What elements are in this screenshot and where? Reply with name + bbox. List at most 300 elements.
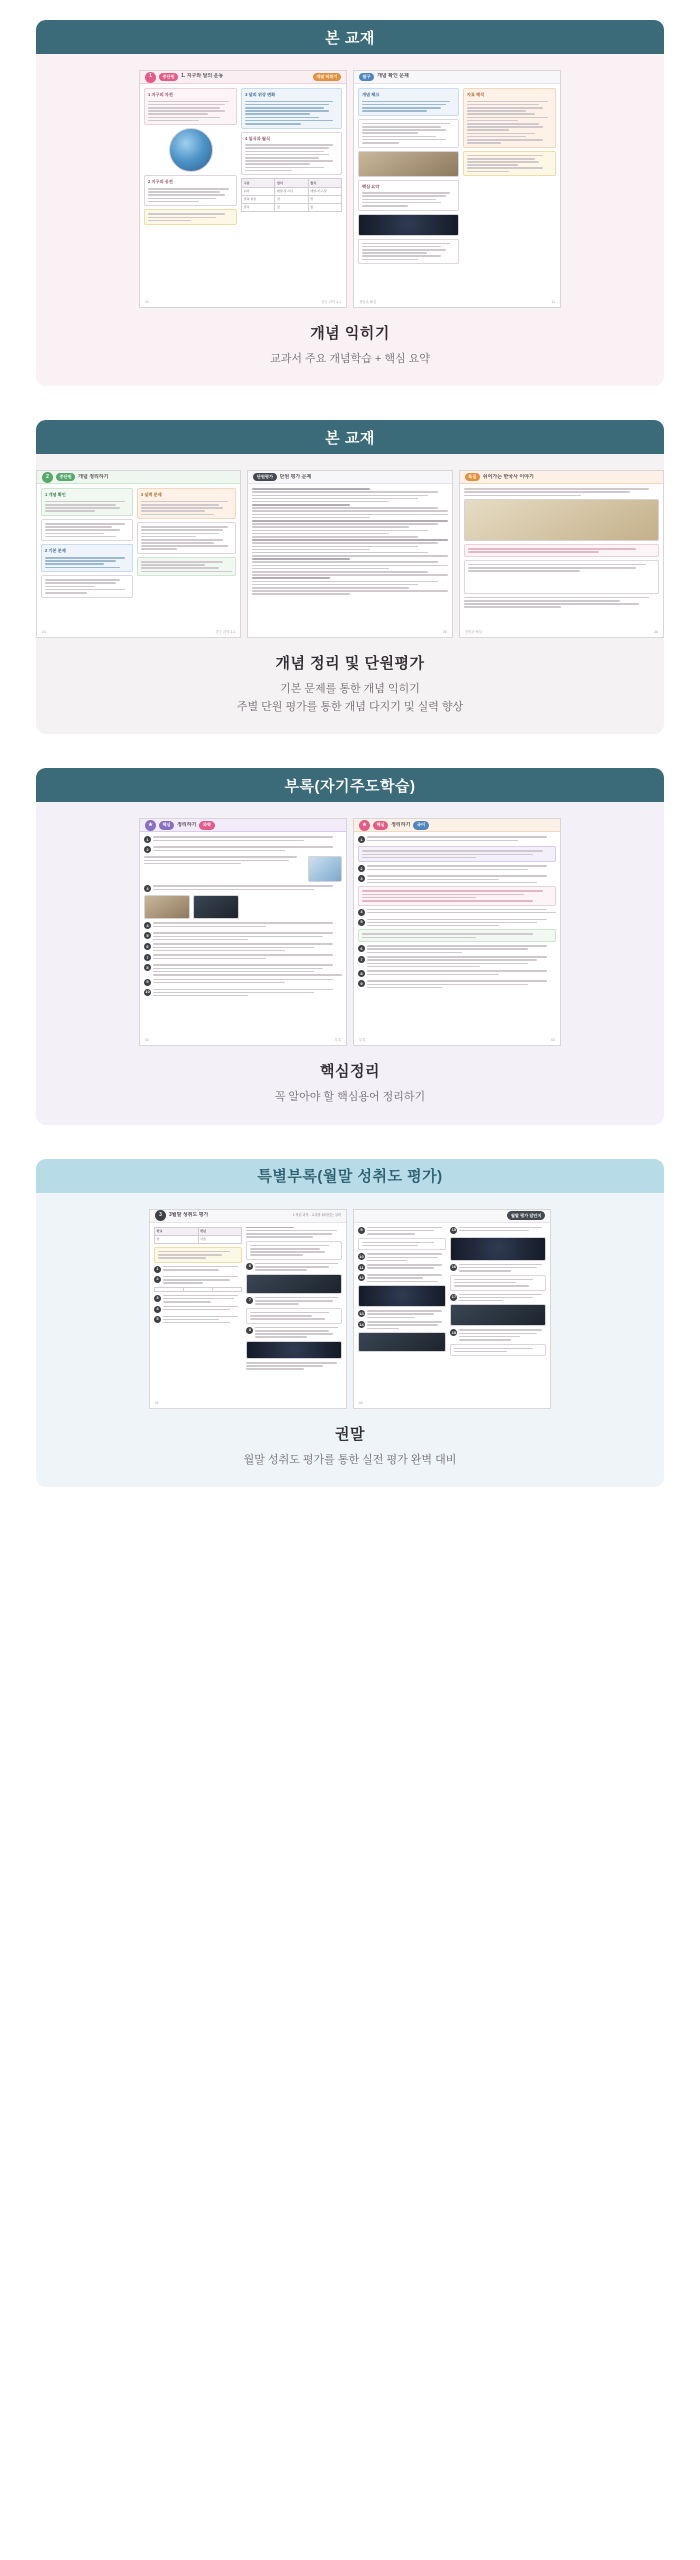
section-chip: 탐구 xyxy=(359,73,374,81)
text-lines xyxy=(367,980,556,988)
historical-map-illustration xyxy=(464,499,659,541)
sample-photo-b xyxy=(193,895,239,919)
concept-card xyxy=(137,522,236,554)
question-row xyxy=(358,1274,446,1282)
caption-title: 권말 xyxy=(335,1425,365,1443)
text-lines xyxy=(163,1316,242,1324)
chapter-badge: 2 xyxy=(42,472,53,483)
question-number: 3 xyxy=(144,885,151,892)
book-page-left-3 xyxy=(139,818,347,1046)
table-cell: 태양-달-지구 xyxy=(275,188,308,195)
page-title: 쉬어가는 한국사 이야기 xyxy=(482,473,534,480)
text-lines xyxy=(367,1274,446,1282)
page-number: 02 xyxy=(359,1400,363,1405)
question-number: 4 xyxy=(144,922,151,929)
caption-title: 개념 익히기 xyxy=(310,325,390,342)
page-footer xyxy=(253,630,446,635)
question-row xyxy=(154,1316,242,1324)
page-column-right xyxy=(241,88,342,303)
sample-photo-a xyxy=(144,895,190,919)
card-heading: 3 실력 문제 xyxy=(140,492,162,498)
concept-card xyxy=(41,519,133,541)
subject-chip: 국어 xyxy=(413,821,428,829)
question-number: 7 xyxy=(246,1297,253,1304)
appendix-badge: ★ xyxy=(145,820,156,831)
book-page-left-1 xyxy=(139,70,347,308)
question-row xyxy=(144,964,342,975)
diagram-night xyxy=(450,1237,546,1261)
page-number: 25 xyxy=(442,630,447,635)
section-textbook-review xyxy=(36,420,664,734)
diagram-dark xyxy=(450,1304,546,1326)
question-row xyxy=(450,1294,546,1302)
text-lines xyxy=(153,989,342,997)
table-cell: 낮 xyxy=(275,204,308,211)
card-heading: 핵심 요약 xyxy=(362,183,380,189)
page-title: 1. 지구와 달의 운동 xyxy=(181,73,224,80)
question-number: 3 xyxy=(358,875,365,882)
text-lines xyxy=(367,1264,446,1269)
caption-2 xyxy=(225,652,475,716)
table-header-row xyxy=(155,1228,241,1236)
question-number: 1 xyxy=(144,836,151,843)
page-number: 24 xyxy=(42,630,46,635)
section-subchip: 정리하기 xyxy=(177,821,197,828)
instruction-card xyxy=(154,1247,242,1263)
question-row xyxy=(358,836,556,843)
page-column-left xyxy=(358,1227,446,1404)
figure-row xyxy=(144,856,342,882)
book-page-left-4 xyxy=(149,1209,347,1409)
page-footer xyxy=(145,300,341,305)
text-lines xyxy=(367,865,556,870)
text-lines xyxy=(141,501,232,515)
question-row xyxy=(246,1297,342,1305)
answer-box xyxy=(464,560,659,594)
footer-label: 부록 xyxy=(359,1038,366,1043)
question-row xyxy=(450,1227,546,1234)
caption-1 xyxy=(258,322,442,368)
question-row xyxy=(358,970,556,977)
page-column xyxy=(358,836,556,1041)
page-number: 03 xyxy=(551,1038,555,1043)
section-header-1: 본 교재 xyxy=(36,20,664,54)
footer-label: 정답과 해설 xyxy=(359,300,377,305)
question-number: 4 xyxy=(358,909,365,916)
section-chip: 단원평가 xyxy=(253,473,276,481)
tip-card xyxy=(463,88,556,148)
text-lines xyxy=(246,1227,342,1238)
footer-label: 중등 과학 3-1 xyxy=(215,630,236,635)
question-card xyxy=(358,180,459,211)
text-lines xyxy=(362,243,455,261)
page-footer xyxy=(359,1038,555,1043)
text-lines xyxy=(459,1294,546,1302)
caption-subtitle xyxy=(237,680,463,716)
question-card xyxy=(358,239,459,265)
page-column-right xyxy=(463,88,556,303)
choice-card xyxy=(246,1241,342,1260)
choice-card xyxy=(358,1238,446,1251)
caption-3 xyxy=(263,1060,437,1106)
concept-card xyxy=(41,488,133,516)
text-lines xyxy=(367,1321,446,1329)
experiment-photo xyxy=(308,856,342,882)
page-column-right xyxy=(450,1227,546,1404)
section-header-2: 본 교재 xyxy=(36,420,664,454)
concept-card xyxy=(41,575,133,597)
text-lines xyxy=(144,856,305,882)
page-number: 11 xyxy=(551,300,555,305)
text-lines xyxy=(153,836,342,841)
month-badge: 3 xyxy=(155,1210,166,1221)
text-lines xyxy=(141,561,232,572)
concept-card xyxy=(144,175,237,206)
text-lines xyxy=(367,1310,446,1318)
card-heading: 개념 체크 xyxy=(362,92,380,97)
text-lines xyxy=(153,964,342,975)
table-cell: 밤 xyxy=(310,205,314,210)
caption-4 xyxy=(232,1423,469,1469)
question-row xyxy=(144,932,342,940)
table-cell xyxy=(213,1288,241,1291)
page-column-left xyxy=(154,1227,242,1404)
text-lines xyxy=(45,557,129,568)
caption-title: 핵심정리 xyxy=(320,1063,380,1081)
question-row xyxy=(144,979,342,986)
question-number: 10 xyxy=(145,989,150,995)
question-number: 9 xyxy=(144,979,151,986)
text-lines xyxy=(153,979,342,984)
question-row xyxy=(358,945,556,953)
note-card xyxy=(463,151,556,177)
page-footer xyxy=(42,630,235,635)
text-lines xyxy=(163,1266,242,1271)
page-title: 단원 평가 문제 xyxy=(279,473,312,480)
text-lines xyxy=(153,922,342,927)
page-header-bar xyxy=(150,1210,346,1223)
text-lines xyxy=(252,488,447,595)
text-lines xyxy=(153,954,342,959)
table-row xyxy=(242,204,341,211)
page-column-left xyxy=(144,88,237,303)
table-header-cell: 학년 xyxy=(199,1228,242,1235)
choice-card xyxy=(450,1275,546,1291)
concept-card xyxy=(137,488,236,519)
caption-line: 주별 단원 평가를 통한 개념 다지기 및 실력 향상 xyxy=(236,701,464,714)
card-heading: 3 달의 위상 변화 xyxy=(245,92,276,97)
question-row xyxy=(358,956,556,967)
text-lines xyxy=(45,523,129,537)
question-row xyxy=(144,922,342,929)
text-lines xyxy=(367,875,556,883)
earth-globe-illustration xyxy=(169,128,213,172)
text-lines xyxy=(468,564,655,572)
question-row xyxy=(358,1321,446,1329)
question-number: 1 xyxy=(358,836,365,843)
section-header-3: 부록(자기주도학습) xyxy=(36,768,664,802)
question-number: 6 xyxy=(358,945,365,952)
table-header-cell: 구분 xyxy=(242,179,275,186)
footer-label: 부록 xyxy=(334,1038,341,1043)
table-header-cell: 반 xyxy=(155,1236,199,1243)
text-lines xyxy=(362,192,455,206)
question-row xyxy=(358,1310,446,1318)
question-number: 17 xyxy=(451,1294,457,1300)
question-number: 11 xyxy=(359,1264,364,1270)
text-lines xyxy=(367,945,556,953)
page-body xyxy=(354,84,560,307)
choice-card xyxy=(246,1308,342,1324)
page-body xyxy=(37,484,240,637)
text-lines xyxy=(163,1295,242,1303)
question-card xyxy=(358,88,459,116)
table-cell: 관측 xyxy=(242,204,275,211)
question-row xyxy=(358,865,556,872)
question-number: 8 xyxy=(144,964,151,971)
page-body xyxy=(150,1223,346,1408)
table-row xyxy=(242,196,341,204)
question-number: 5 xyxy=(144,932,151,939)
question-row xyxy=(358,980,556,988)
page-header-bar xyxy=(460,471,663,484)
page-body xyxy=(140,84,346,307)
text-lines xyxy=(459,1264,546,1272)
diagram-night xyxy=(246,1341,342,1359)
text-lines xyxy=(362,933,552,938)
page-footer xyxy=(155,1401,341,1406)
question-row xyxy=(144,885,342,892)
section-appendix-selfstudy xyxy=(36,768,664,1124)
page-footer xyxy=(145,1038,341,1043)
card-heading: 2 지구의 공전 xyxy=(148,179,173,185)
book-page-right-3 xyxy=(353,818,561,1046)
table-cell: 태양-지구-달 xyxy=(310,188,327,193)
question-number: 6 xyxy=(246,1263,253,1270)
caption-line: 기본 문제를 통한 개념 익히기 xyxy=(280,683,420,696)
corner-chip: 개념 익히기 xyxy=(313,73,341,81)
text-lines xyxy=(362,890,552,901)
question-number: 14 xyxy=(359,1321,364,1327)
table-cell: 달의 위상 xyxy=(242,196,275,203)
page-footer xyxy=(359,300,555,305)
card-heading: 4 일식과 월식 xyxy=(245,135,271,141)
concept-card xyxy=(137,557,236,576)
question-number: 9 xyxy=(358,980,365,987)
text-lines xyxy=(153,932,342,940)
note-card xyxy=(464,544,659,557)
question-row xyxy=(358,909,556,916)
text-lines xyxy=(362,123,455,144)
text-lines xyxy=(362,850,552,858)
appendix-badge: ★ xyxy=(359,820,370,831)
page-header-bar xyxy=(37,471,240,484)
table-row xyxy=(242,188,341,196)
question-number: 1 xyxy=(154,1266,161,1273)
book-page-left-2 xyxy=(36,470,241,638)
question-row xyxy=(358,1227,446,1235)
question-row xyxy=(450,1264,546,1272)
student-info-table xyxy=(154,1227,242,1244)
question-row xyxy=(154,1295,242,1303)
text-lines xyxy=(454,1348,542,1353)
page-body xyxy=(354,1223,550,1408)
text-lines xyxy=(367,956,556,967)
table-header-cell: 월식 xyxy=(309,179,341,186)
text-lines xyxy=(367,1253,446,1261)
question-number: 6 xyxy=(144,943,151,950)
question-number: 2 xyxy=(144,846,151,853)
page-number: 01 xyxy=(155,1400,159,1405)
comparison-table xyxy=(241,178,342,212)
section-chip: 핵심 xyxy=(373,821,388,829)
text-lines xyxy=(246,1362,342,1370)
question-row xyxy=(154,1276,242,1284)
card-heading: 2 기본 문제 xyxy=(45,548,66,554)
page-title: 3월말 성취도 평가 xyxy=(169,1211,209,1218)
footer-label: 정답과 해설 xyxy=(464,630,482,635)
page-subtitle: 1 학년 과목 - 교과를 뛰어넘는 실력 xyxy=(292,1213,341,1218)
question-row xyxy=(358,875,556,883)
section-header-4: 특별부록(월말 성취도 평가) xyxy=(36,1159,664,1193)
concept-card xyxy=(241,132,342,176)
page-header-bar xyxy=(354,1210,550,1223)
page-body xyxy=(354,832,560,1045)
text-lines xyxy=(250,1245,338,1256)
concept-card xyxy=(144,88,237,125)
choice-card xyxy=(450,1344,546,1357)
caption-subtitle: 월말 성취도 평가를 통한 실전 평가 완벽 대비 xyxy=(243,1453,457,1466)
page-spread-3 xyxy=(36,818,664,1046)
text-lines xyxy=(467,101,552,144)
section-subchip: 정리하기 xyxy=(391,821,411,828)
text-lines xyxy=(464,488,659,496)
page-column xyxy=(252,488,447,633)
question-number: 7 xyxy=(358,956,365,963)
question-number: 4 xyxy=(154,1306,161,1313)
question-number: 2 xyxy=(154,1276,161,1283)
diagram-night xyxy=(358,1285,446,1307)
text-lines xyxy=(148,188,233,202)
question-row xyxy=(246,1263,342,1271)
text-lines xyxy=(367,909,556,914)
question-number: 16 xyxy=(451,1264,457,1270)
question-row xyxy=(154,1266,242,1273)
text-lines xyxy=(153,943,342,951)
caption-title: 개념 정리 및 단원평가 xyxy=(275,655,425,673)
text-lines xyxy=(45,501,129,512)
question-number: 10 xyxy=(359,1253,364,1259)
table-header-cell: 이름 xyxy=(200,1237,207,1242)
card-heading: 자료 해석 xyxy=(466,92,485,97)
page-column-left xyxy=(41,488,133,633)
question-number: 5 xyxy=(154,1316,161,1323)
page-title: 개념 정리하기 xyxy=(78,473,109,480)
text-lines xyxy=(367,836,556,841)
question-row xyxy=(154,1306,242,1313)
concept-card xyxy=(241,88,342,129)
page-body xyxy=(140,832,346,1045)
page-title: 개념 확인 문제 xyxy=(377,73,409,80)
text-lines xyxy=(245,144,338,171)
table-cell: 망 xyxy=(310,197,314,202)
question-number: 5 xyxy=(358,919,365,926)
page-column-right xyxy=(246,1227,342,1404)
question-row xyxy=(358,919,556,927)
passage-card xyxy=(358,846,556,862)
page-column xyxy=(464,488,659,633)
chapter-chip: 중단원 xyxy=(159,73,178,81)
text-lines xyxy=(454,1279,542,1287)
table-header-cell: 일식 xyxy=(275,179,308,186)
section-chip: 핵심 xyxy=(159,821,174,829)
text-lines xyxy=(255,1297,342,1305)
question-number: 2 xyxy=(358,865,365,872)
chapter-chip: 중단원 xyxy=(56,473,75,481)
text-lines xyxy=(153,885,342,890)
text-lines xyxy=(148,101,233,122)
page-title-chip: 월말 평가 답안지 xyxy=(507,1211,545,1219)
page-body xyxy=(248,484,451,637)
question-row xyxy=(450,1329,546,1340)
table-row xyxy=(155,1288,241,1291)
question-row xyxy=(144,989,342,997)
text-lines xyxy=(153,846,342,851)
text-lines xyxy=(141,526,232,550)
card-heading: 1 지구의 자전 xyxy=(148,92,173,97)
footer-label: 중등 과학 3-1 xyxy=(321,300,341,305)
book-page-right-4 xyxy=(353,1209,551,1409)
text-lines xyxy=(464,597,659,608)
page-column-left xyxy=(358,88,459,303)
page-footer xyxy=(359,1401,545,1406)
chapter-badge: 1 xyxy=(145,72,156,83)
question-number: 8 xyxy=(246,1327,253,1334)
figure-row xyxy=(144,895,342,919)
text-lines xyxy=(163,1276,242,1284)
page-header-bar xyxy=(140,71,346,84)
text-lines xyxy=(459,1329,546,1340)
diagram-dark xyxy=(358,1332,446,1352)
question-row xyxy=(358,1264,446,1271)
question-number: 9 xyxy=(358,1227,365,1234)
text-lines xyxy=(45,579,129,593)
night-sky-illustration xyxy=(358,214,459,236)
question-number: 8 xyxy=(358,970,365,977)
text-lines xyxy=(468,548,655,553)
page-number: 02 xyxy=(145,1038,149,1043)
page-header-bar xyxy=(248,471,451,484)
table-cell: 삭 xyxy=(275,196,308,203)
book-page-right-2 xyxy=(459,470,664,638)
page-column xyxy=(144,836,342,1041)
question-row xyxy=(144,954,342,961)
section-special-appendix xyxy=(36,1159,664,1487)
table-cell: 위치 xyxy=(242,188,275,195)
book-page-mid-2 xyxy=(247,470,452,638)
question-row xyxy=(144,836,342,843)
text-lines xyxy=(367,970,556,975)
page-header-bar xyxy=(354,71,560,84)
card-heading: 1 개념 확인 xyxy=(45,492,66,498)
question-number: 18 xyxy=(451,1330,457,1336)
question-card xyxy=(358,119,459,148)
table-cell xyxy=(155,1288,184,1291)
page-spread-1 xyxy=(36,70,664,308)
book-page-right-1 xyxy=(353,70,561,308)
question-row xyxy=(246,1327,342,1338)
caption-subtitle: 교과서 주요 개념학습 + 핵심 요약 xyxy=(270,353,430,365)
